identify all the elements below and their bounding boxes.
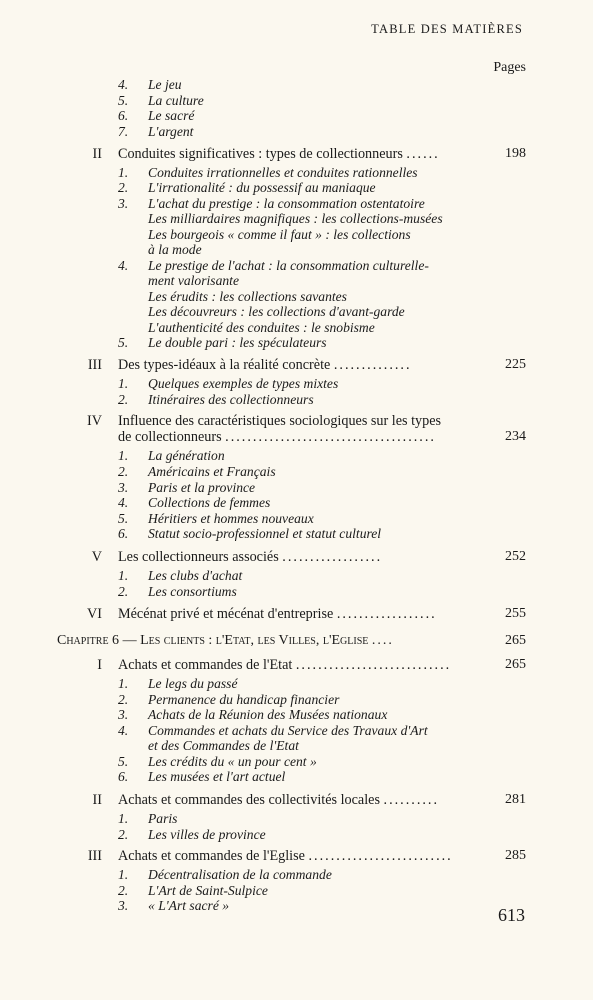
page-number: 234 [505, 429, 526, 444]
toc-subitem: 1. Paris [118, 811, 178, 826]
section-title: Les collectionneurs associés .................. [118, 549, 383, 565]
toc-subitem: 5. Les crédits du « un pour cent » [118, 754, 317, 769]
toc-subitem: Les érudits : les collections savantes [148, 289, 347, 304]
toc-subitem: 2. L'irrationalité : du possessif au maniaque [118, 180, 376, 195]
toc-subitem: et des Commandes de l'Etat [148, 738, 299, 753]
section-title: Achats et commandes des collectivités locales .......... [118, 792, 439, 808]
section-title: Achats et commandes de l'Eglise .......................... [118, 848, 453, 864]
toc-subitem: 5. La culture [118, 93, 204, 108]
toc-subitem: 6. Le sacré [118, 108, 195, 123]
page-number: 198 [505, 146, 526, 161]
toc-subitem: 1. Conduites irrationnelles et conduites rationnelles [118, 165, 418, 180]
section-number: I [97, 657, 102, 673]
page-number: 265 [505, 633, 526, 648]
toc-subitem: 3. Paris et la province [118, 480, 256, 495]
toc-subitem: 5. Le double pari : les spéculateurs [118, 335, 327, 350]
toc-subitem: 2. Américains et Français [118, 464, 276, 479]
toc-subitem: ment valorisante [148, 273, 239, 288]
section-title: Achats et commandes de l'Etat ............................ [118, 657, 452, 673]
toc-subitem: 3. L'achat du prestige : la consommation ostentatoire [118, 196, 425, 211]
section-number: III [87, 848, 102, 864]
toc-subitem: 4. Le prestige de l'achat : la consommation culturelle- [118, 258, 429, 273]
page-number: 255 [505, 606, 526, 621]
toc-subitem: 1. La génération [118, 448, 225, 463]
toc-subitem: 1. Le legs du passé [118, 676, 238, 691]
toc-subitem: 2. Les villes de province [118, 827, 266, 842]
toc-subitem: 2. Permanence du handicap financier [118, 692, 340, 707]
toc-subitem: 6. Les musées et l'art actuel [118, 769, 286, 784]
section-number: VI [87, 606, 102, 622]
toc-subitem: 2. Itinéraires des collectionneurs [118, 392, 314, 407]
section-title: Conduites significatives : types de collectionneurs ...... [118, 146, 440, 162]
section-title: Mécénat privé et mécénat d'entreprise .................. [118, 606, 437, 622]
toc-subitem: 2. Les consortiums [118, 584, 237, 599]
section-number: II [92, 792, 102, 808]
toc-subitem: 2. L'Art de Saint-Sulpice [118, 883, 268, 898]
toc-subitem: 4. Collections de femmes [118, 495, 271, 510]
toc-subitem: 3. Achats de la Réunion des Musées nationaux [118, 707, 388, 722]
page-number: 281 [505, 792, 526, 807]
toc-subitem: 3. « L'Art sacré » [118, 898, 230, 913]
section-title: Influence des caractéristiques sociologiques sur les types [118, 413, 442, 429]
toc-subitem: 5. Héritiers et hommes nouveaux [118, 511, 314, 526]
toc-subitem: 1. Décentralisation de la commande [118, 867, 332, 882]
page-number: 252 [505, 549, 526, 564]
page-number: 225 [505, 357, 526, 372]
toc-subitem: 6. Statut socio-professionnel et statut culturel [118, 526, 382, 541]
toc-subitem: à la mode [148, 242, 202, 257]
toc-subitem: 4. Le jeu [118, 77, 182, 92]
toc-subitem: Les bourgeois « comme il faut » : les collections [148, 227, 411, 242]
page-number: 285 [505, 848, 526, 863]
page-number: 265 [505, 657, 526, 672]
pages-column-label: Pages [493, 60, 526, 75]
toc-subitem: 1. Les clubs d'achat [118, 568, 243, 583]
toc-subitem: Les milliardaires magnifiques : les collections-musées [148, 211, 443, 226]
folio-page-number: 613 [498, 905, 525, 925]
running-title: TABLE DES MATIÈRES [371, 22, 523, 36]
toc-subitem: L'authenticité des conduites : le snobisme [148, 320, 375, 335]
section-number: II [92, 146, 102, 162]
toc-subitem: 4. Commandes et achats du Service des Travaux d'Art [118, 723, 428, 738]
section-title-continued: de collectionneurs ...................................... [118, 429, 436, 445]
chapter-heading: Chapitre 6 — Les clients : l'Etat, les Villes, l'Eglise .... [57, 633, 394, 648]
section-number: V [91, 549, 102, 565]
section-number: IV [87, 413, 102, 429]
toc-subitem: Les découvreurs : les collections d'avant-garde [148, 304, 405, 319]
toc-subitem: 7. L'argent [118, 124, 194, 139]
toc-subitem: 1. Quelques exemples de types mixtes [118, 376, 339, 391]
section-number: III [87, 357, 102, 373]
section-title: Des types-idéaux à la réalité concrète .............. [118, 357, 412, 373]
